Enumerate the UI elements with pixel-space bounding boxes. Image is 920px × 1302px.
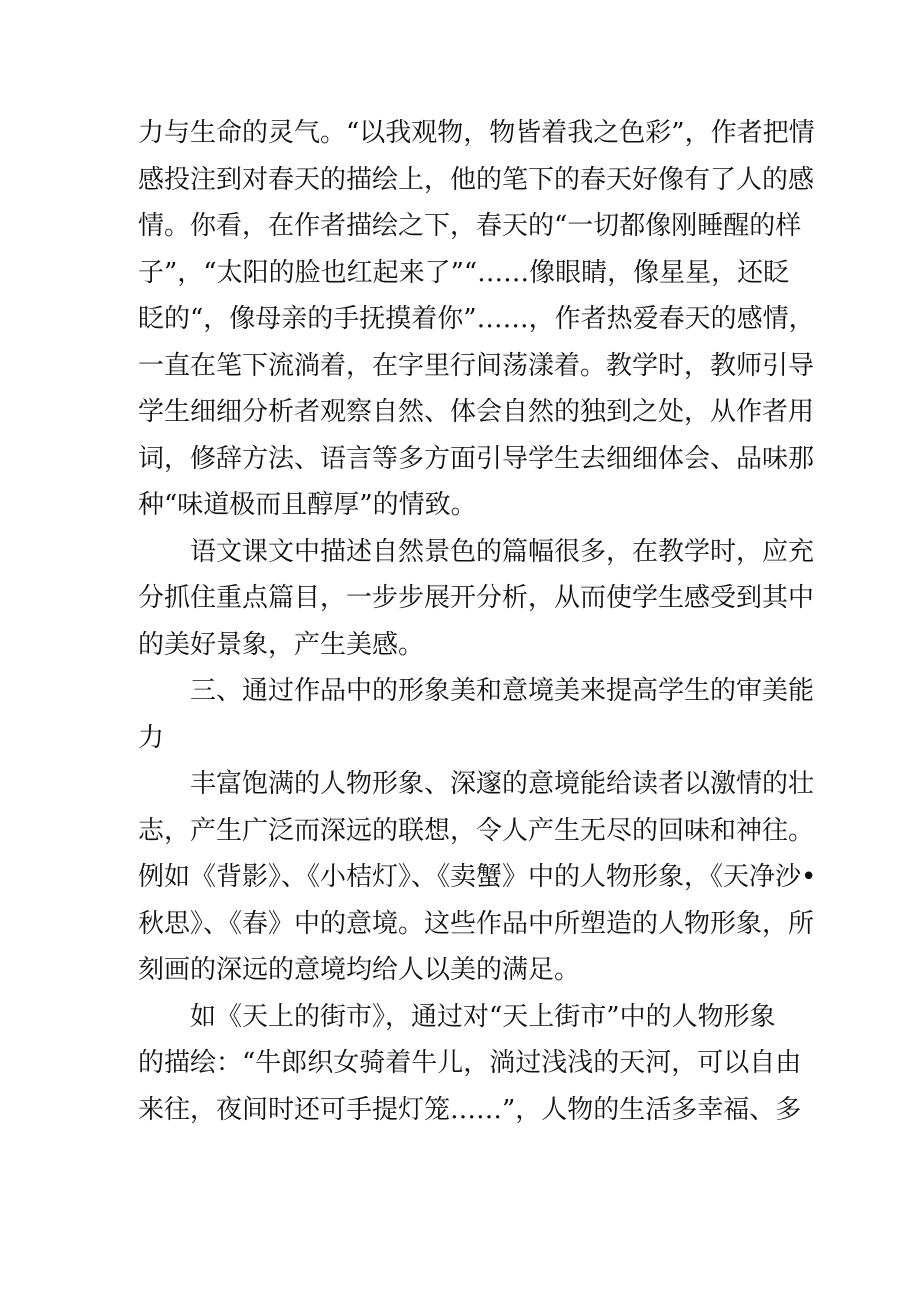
paragraph-natural-scenery bbox=[138, 529, 815, 669]
text-line: 力与生命的灵气。“以我观物，物皆着我之色彩”，作者把情 bbox=[138, 118, 815, 148]
heading-line: 三、通过作品中的形象美和意境美来提高学生的审美能 bbox=[190, 676, 815, 706]
text-line: 丰富饱满的人物形象、深邃的意境能给读者以激情的壮 bbox=[190, 769, 815, 799]
text-line: 词，修辞方法、语言等多方面引导学生去细细体会、品味那 bbox=[138, 443, 815, 474]
document-body bbox=[138, 110, 817, 1133]
text-line: 眨的“，像母亲的手抚摸着你”……，作者热爱春天的感情， bbox=[138, 304, 815, 334]
paragraph-praise-spring-emotion bbox=[138, 110, 815, 529]
text-line: 如《天上的街市》，通过对“天上街市”中的人物形象 bbox=[190, 1001, 776, 1032]
text-line: 种“味道极而且醇厚”的情致。 bbox=[138, 490, 477, 520]
text-line: 学生细细分析者观察自然、体会自然的独到之处，从作者用 bbox=[138, 397, 815, 427]
text-line: 子”，“太阳的脸也红起来了”“……像眼睛，像星星，还眨 bbox=[138, 257, 790, 288]
text-line: 的美好景象，产生美感。 bbox=[138, 629, 425, 660]
heading-line: 力 bbox=[138, 722, 165, 753]
text-line: 感投注到对春天的描绘上，他的笔下的春天好像有了人的感 bbox=[138, 164, 815, 195]
text-line: 刻画的深远的意境均给人以美的满足。 bbox=[138, 955, 581, 985]
paragraph-heavenly-street bbox=[138, 994, 802, 1134]
text-line: 的描绘：“牛郎织女骑着牛儿，淌过浅浅的天河，可以自由 bbox=[138, 1048, 802, 1078]
text-line: 分抓住重点篇目，一步步展开分析，从而使学生感受到其中 bbox=[138, 583, 815, 613]
section-heading-three bbox=[138, 668, 815, 761]
text-line: 一直在笔下流淌着，在字里行间荡漾着。教学时，教师引导 bbox=[138, 350, 815, 381]
text-line: 志，产生广泛而深远的联想，令人产生无尽的回味和神往。 bbox=[138, 815, 815, 846]
text-line: 秋思》、《春》中的意境。这些作品中所塑造的人物形象，所 bbox=[138, 908, 815, 939]
paragraph-character-imagery bbox=[138, 761, 817, 994]
text-line: 例如《背影》、《小桔灯》、《卖蟹》中的人物形象，《天净沙• bbox=[138, 862, 817, 892]
text-line: 情。你看，在作者描绘之下，春天的“一切都像刚睡醒的样 bbox=[138, 211, 802, 241]
text-line: 语文课文中描述自然景色的篇幅很多，在教学时，应充 bbox=[190, 536, 815, 567]
text-line: 来往，夜间时还可手提灯笼……”，人物的生活多幸福、多 bbox=[138, 1094, 802, 1125]
